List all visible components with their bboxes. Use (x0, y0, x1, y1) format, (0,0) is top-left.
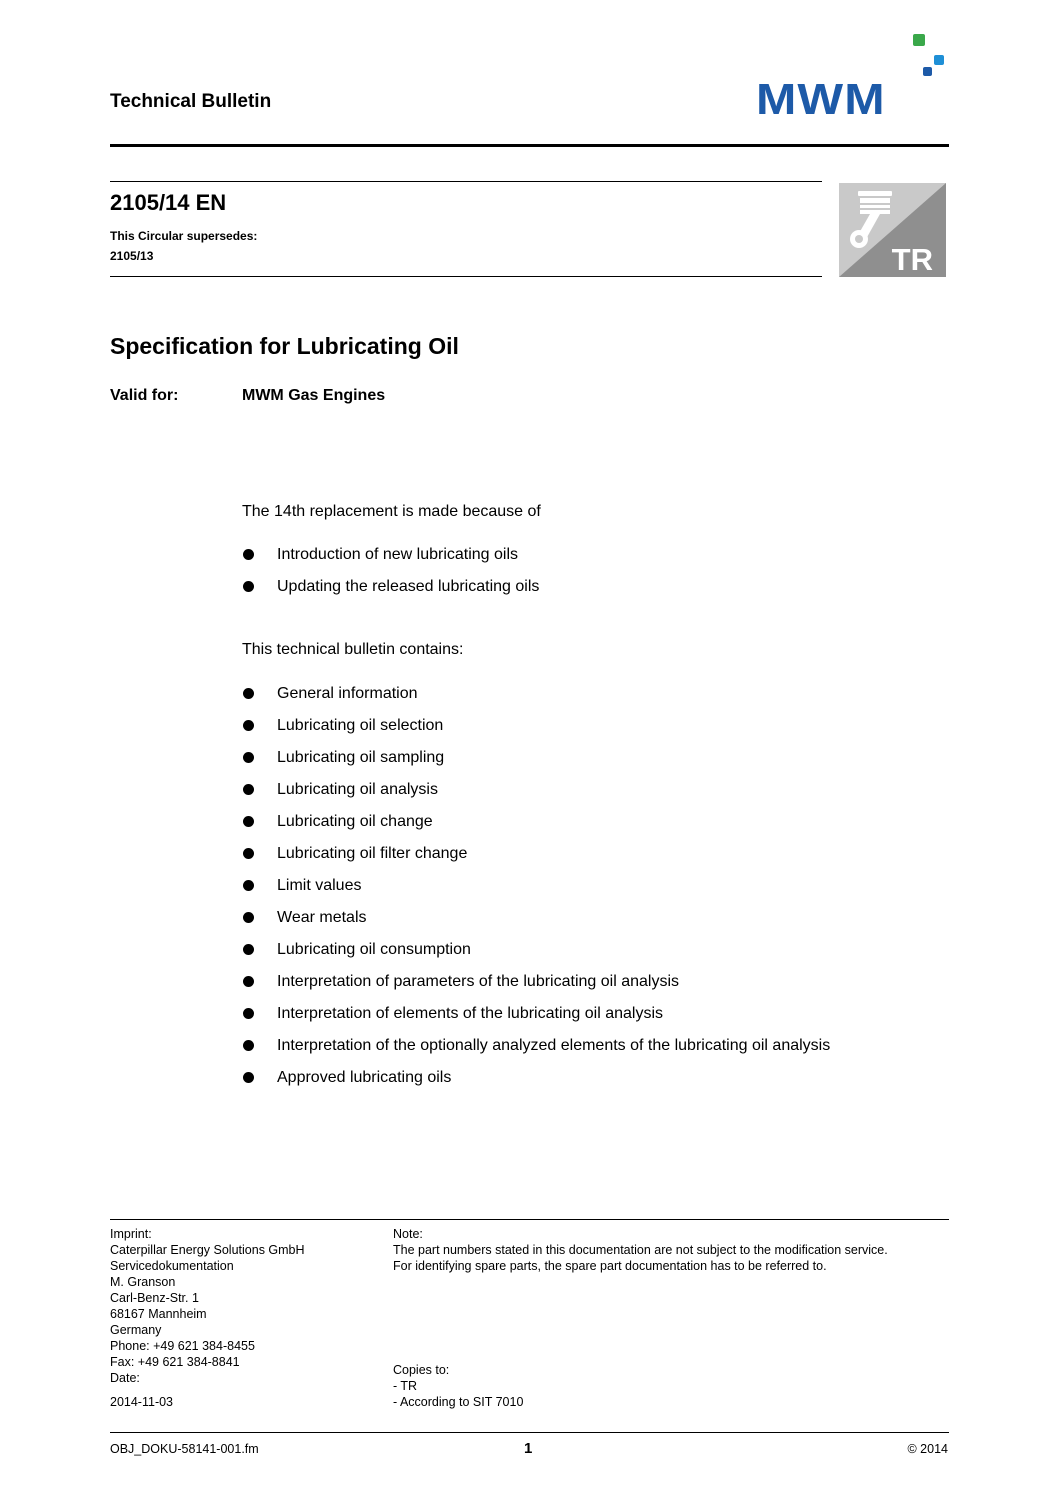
supersedes-label: This Circular supersedes: (110, 229, 258, 243)
list-item (242, 544, 539, 576)
footer-filename: OBJ_DOKU-58141-001.fm (110, 1442, 259, 1456)
list-item-text: Interpretation of elements of the lubricating oil analysis (277, 1005, 663, 1022)
bullet-icon (243, 720, 254, 731)
logo-text: MWM (756, 75, 886, 124)
copies-line: - TR (393, 1379, 418, 1393)
imprint-line: 68167 Mannheim (110, 1307, 207, 1321)
bullet-icon (243, 912, 254, 923)
bullet-icon (243, 1008, 254, 1019)
mwm-logo (756, 28, 951, 124)
valid-for-value: MWM Gas Engines (242, 387, 386, 404)
imprint-line: Imprint: (110, 1227, 152, 1241)
list-item-text: Lubricating oil sampling (277, 749, 445, 766)
bullet-icon (243, 880, 254, 891)
copies-line: - According to SIT 7010 (393, 1395, 524, 1409)
list-item-text: Wear metals (277, 909, 367, 926)
replacement-reasons-list (242, 544, 539, 608)
bullet-icon (243, 944, 254, 955)
list-item-text: Interpretation of the optionally analyzed elements of the lubricating oil analysis (277, 1037, 831, 1054)
list-item-text: Limit values (277, 877, 362, 894)
footer-top-rule (110, 1219, 949, 1220)
list-item (242, 747, 830, 779)
imprint-line: Fax: +49 621 384-8841 (110, 1355, 240, 1369)
list-item (242, 576, 539, 608)
list-item (242, 1003, 830, 1035)
page-number: 1 (524, 1440, 533, 1457)
imprint-line: Caterpillar Energy Solutions GmbH (110, 1243, 305, 1257)
document-title: Specification for Lubricating Oil (110, 333, 459, 359)
supersedes-value: 2105/13 (110, 249, 154, 263)
list-item (242, 1067, 830, 1099)
list-item-text: Lubricating oil analysis (277, 781, 438, 798)
imprint-line: Phone: +49 621 384-8455 (110, 1339, 255, 1353)
list-item (242, 971, 830, 1003)
tr-badge-text: TR (891, 242, 933, 277)
list-item (242, 875, 830, 907)
list-item (242, 939, 830, 971)
note-line: The part numbers stated in this documentation are not subject to the modification service. (393, 1243, 888, 1257)
bullet-icon (243, 784, 254, 795)
bulletin-top-rule (110, 181, 822, 182)
note-line: Note: (393, 1227, 423, 1241)
bullet-icon (243, 549, 254, 560)
logo-square-blue-left (923, 67, 932, 76)
imprint-block (110, 1226, 305, 1410)
contents-list (242, 683, 830, 1099)
bullet-icon (243, 752, 254, 763)
valid-for-label: Valid for: (110, 387, 179, 404)
header-title: Technical Bulletin (110, 91, 272, 112)
tr-badge-graphic (839, 183, 946, 277)
list-item-text: Interpretation of parameters of the lubricating oil analysis (277, 973, 679, 990)
bullet-icon (243, 848, 254, 859)
imprint-line: Germany (110, 1323, 162, 1337)
list-item-text: Updating the released lubricating oils (277, 578, 540, 595)
footer-copyright: © 2014 (907, 1442, 948, 1456)
list-item (242, 683, 830, 715)
bullet-icon (243, 1072, 254, 1083)
list-item (242, 1035, 830, 1067)
bullet-icon (243, 1040, 254, 1051)
bullet-icon (243, 581, 254, 592)
copies-block (393, 1362, 523, 1410)
list-item-text: Introduction of new lubricating oils (277, 546, 519, 563)
list-item-text: Approved lubricating oils (277, 1069, 452, 1086)
bulletin-number: 2105/14 EN (110, 190, 227, 215)
contents-intro: This technical bulletin contains: (242, 641, 464, 658)
logo-square-green (913, 34, 925, 46)
imprint-line: Date: (110, 1371, 140, 1385)
bullet-icon (243, 816, 254, 827)
list-item (242, 907, 830, 939)
list-item-text: Lubricating oil filter change (277, 845, 468, 862)
imprint-line: Carl-Benz-Str. 1 (110, 1291, 199, 1305)
list-item (242, 715, 830, 747)
list-item-text: Lubricating oil change (277, 813, 433, 830)
note-line: For identifying spare parts, the spare part documentation has to be referred to. (393, 1259, 827, 1273)
bullet-icon (243, 688, 254, 699)
tr-badge (839, 183, 946, 277)
list-item (242, 843, 830, 875)
bullet-icon (243, 976, 254, 987)
list-item-text: Lubricating oil consumption (277, 941, 471, 958)
logo-square-blue-right (934, 55, 944, 65)
imprint-line: M. Granson (110, 1275, 176, 1289)
copies-line: Copies to: (393, 1363, 450, 1377)
bulletin-bottom-rule (110, 276, 822, 277)
note-block (393, 1226, 888, 1274)
list-item-text: General information (277, 685, 418, 702)
list-item (242, 811, 830, 843)
replacement-intro: The 14th replacement is made because of (242, 503, 541, 520)
imprint-line: Servicedokumentation (110, 1259, 234, 1273)
footer-bottom-rule (110, 1432, 949, 1433)
list-item (242, 779, 830, 811)
header-divider (110, 144, 949, 147)
list-item-text: Lubricating oil selection (277, 717, 444, 734)
imprint-date: 2014-11-03 (110, 1395, 174, 1409)
